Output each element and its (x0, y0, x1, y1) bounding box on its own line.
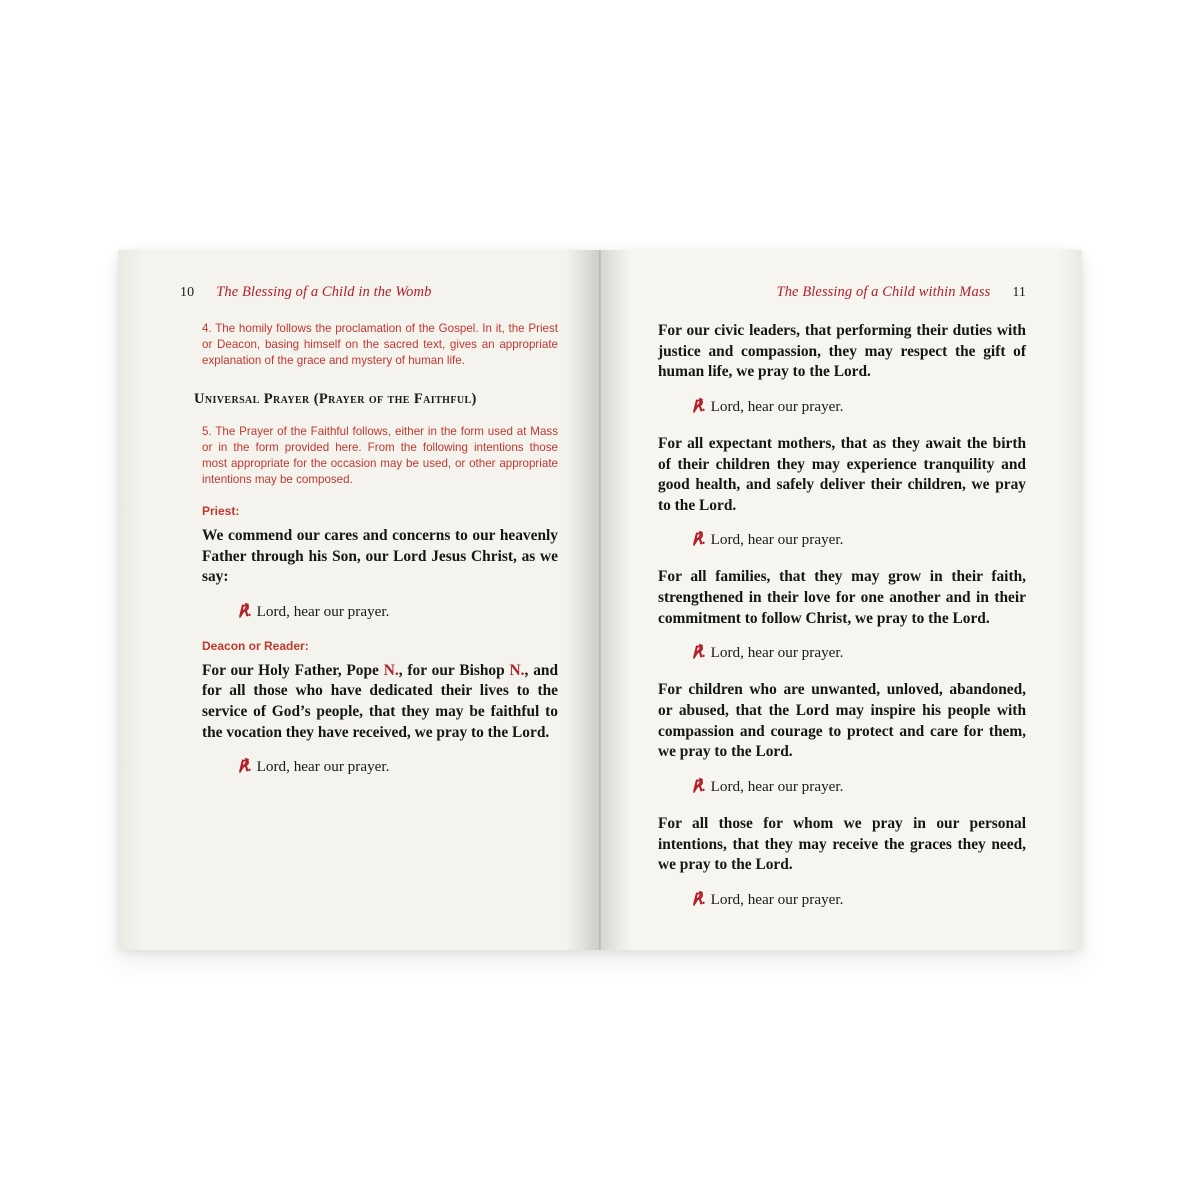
response-line (644, 890, 1026, 909)
response-sign-icon: ℟. (238, 758, 252, 776)
response-line (644, 777, 1026, 796)
response-text: Lord, hear our prayer. (256, 602, 390, 620)
intention-expectant-mothers: For all expectant mothers, that as they await the birth of their children they may experience tranquility and good health, and safely deliver their children, we pray to the Lord. (658, 434, 1026, 514)
response-sign-icon: ℟. (692, 644, 706, 662)
speaker-label-priest: Priest: (202, 503, 240, 518)
folio-left: 10 (180, 285, 195, 300)
left-page (118, 250, 600, 950)
intention-name-placeholder-1: N. (383, 661, 399, 679)
response-line (644, 397, 1026, 416)
response-text: Lord, hear our prayer. (710, 890, 844, 908)
response-sign-icon: ℟. (238, 602, 252, 620)
response-text: Lord, hear our prayer. (710, 644, 844, 662)
intention-part-a: For our Holy Father, Pope (202, 661, 384, 679)
open-book (118, 250, 1082, 950)
intention-personal: For all those for whom we pray in our personal intentions, that they may receive the graces they need, we pray to the Lord. (658, 814, 1026, 874)
response-line (644, 643, 1026, 662)
response-text: Lord, hear our prayer. (256, 758, 390, 776)
running-head-title-left: The Blessing of a Child in the Womb (216, 284, 432, 300)
speaker-label-deacon-or-reader: Deacon or Reader: (202, 638, 309, 653)
rubric-paragraph-4: 4. The homily follows the proclamation of the Gospel. In it, the Priest or Deacon, basing himself on the sacred text, gives an appropriate explanation of the grace and mystery of human life. (202, 322, 558, 367)
folio-right: 11 (1012, 285, 1026, 300)
intention-name-placeholder-2: N. (509, 661, 525, 679)
response-sign-icon: ℟. (692, 777, 706, 795)
response-sign-icon: ℟. (692, 397, 706, 415)
right-page (600, 250, 1082, 950)
response-sign-icon: ℟. (692, 890, 706, 908)
running-head-title-right: The Blessing of a Child within Mass (776, 284, 991, 300)
response-line (644, 530, 1026, 549)
intention-holy-father (180, 661, 558, 744)
intention-civic-leaders: For our civic leaders, that performing their duties with justice and compassion, they may respect the gift of human life, we pray to the Lord. (658, 322, 1026, 381)
response-text: Lord, hear our prayer. (710, 397, 844, 415)
intention-part-c: , and for all those who have dedicated their lives to the service of God’s people, that they may be faithful to the vocation they have received, we pray to the Lord. (202, 661, 559, 741)
intention-families: For all families, that they may grow in their faith, strengthened in their love for one another and in their commitment to follow Christ, we pray to the Lord. (658, 568, 1026, 627)
running-head-left (180, 284, 558, 301)
rubric-paragraph-5: 5. The Prayer of the Faithful follows, either in the form used at Mass or in the form provided here. From the following intentions those most appropriate for the occasion may be used, or other appropriate intentions may be composed. (202, 424, 558, 486)
response-line (180, 757, 558, 776)
response-text: Lord, hear our prayer. (710, 777, 844, 795)
response-line (180, 602, 558, 621)
running-head-right (644, 284, 1026, 301)
priest-prayer-text: We commend our cares and concerns to our heavenly Father through his Son, our Lord Jesus Christ, as we say: (202, 526, 558, 586)
intention-children: For children who are unwanted, unloved, abandoned, or abused, that the Lord may inspire his people with compassion and courage to protect and care for them, we pray to the Lord. (658, 681, 1026, 761)
response-sign-icon: ℟. (692, 531, 706, 549)
section-heading-universal-prayer: Universal Prayer (Prayer of the Faithful) (194, 390, 477, 407)
response-text: Lord, hear our prayer. (710, 531, 844, 549)
intention-part-b: , for our Bishop (398, 661, 510, 679)
